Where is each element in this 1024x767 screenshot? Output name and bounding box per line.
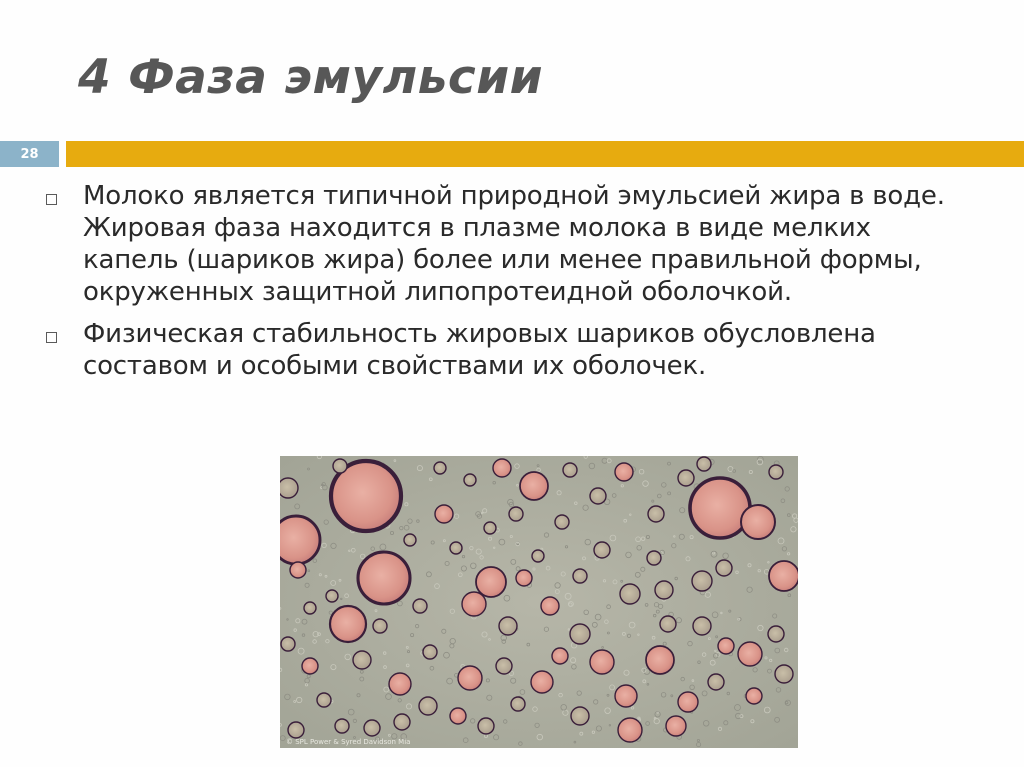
fat-droplet <box>464 474 476 486</box>
fat-droplet <box>484 522 496 534</box>
fat-droplet <box>317 693 331 707</box>
square-bullet-icon <box>46 332 57 343</box>
fat-droplet <box>590 488 606 504</box>
fat-droplet <box>335 719 349 733</box>
fat-droplet <box>434 462 446 474</box>
fat-droplet <box>511 697 525 711</box>
fat-droplet <box>532 550 544 562</box>
fat-droplet <box>450 708 466 724</box>
fat-droplet <box>693 617 711 635</box>
fat-droplet <box>389 673 411 695</box>
fat-droplet <box>594 542 610 558</box>
fat-droplet <box>326 590 338 602</box>
fat-droplet <box>476 567 506 597</box>
fat-droplet <box>775 665 793 683</box>
fat-droplet <box>660 616 676 632</box>
fat-droplet <box>493 459 511 477</box>
fat-droplet <box>647 551 661 565</box>
fat-droplet <box>615 685 637 707</box>
bullet-item <box>44 318 984 382</box>
fat-droplet <box>692 571 712 591</box>
fat-droplet <box>478 718 494 734</box>
fat-droplet <box>509 507 523 521</box>
fat-droplet <box>280 516 320 564</box>
fat-droplet <box>746 688 762 704</box>
fat-droplet <box>620 584 640 604</box>
fat-droplet <box>678 692 698 712</box>
fat-droplet <box>590 650 614 674</box>
fat-droplet <box>552 648 568 664</box>
fat-globules-micrograph <box>280 456 798 748</box>
accent-bar <box>66 141 1024 167</box>
fat-droplet <box>302 658 318 674</box>
fat-droplet <box>769 561 798 591</box>
fat-droplet <box>280 478 298 498</box>
fat-droplet <box>741 505 775 539</box>
square-bullet-icon <box>46 194 57 205</box>
bullet-item <box>44 180 984 308</box>
fat-droplet <box>435 505 453 523</box>
fat-droplet <box>618 718 642 742</box>
fat-droplet <box>450 542 462 554</box>
fat-droplet <box>697 457 711 471</box>
bullet-list <box>44 180 984 392</box>
slide-number: 28 <box>0 141 59 167</box>
fat-droplet <box>718 638 734 654</box>
fat-droplet <box>353 651 371 669</box>
fat-droplet <box>716 560 732 576</box>
fat-droplet <box>394 714 410 730</box>
fat-droplet <box>708 674 724 690</box>
fat-droplet <box>555 515 569 529</box>
fat-droplet <box>304 602 316 614</box>
fat-droplet <box>419 697 437 715</box>
fat-droplet <box>648 506 664 522</box>
fat-droplet <box>499 617 517 635</box>
fat-droplet <box>646 646 674 674</box>
fat-droplet <box>571 707 589 725</box>
fat-droplet <box>516 570 532 586</box>
fat-droplet <box>615 463 633 481</box>
image-watermark: © SPL Power & Syred Davidson Mia <box>286 738 411 746</box>
fat-droplet <box>678 470 694 486</box>
fat-droplet <box>413 599 427 613</box>
fat-droplet <box>462 592 486 616</box>
fat-droplet <box>769 465 783 479</box>
bullet-text: Молоко является типичной природной эмульсией жира в воде. Жировая фаза находится в плазме молока в виде мелких капель (шариков жира) более или менее правильной формы, окруженных защитной липопротеидной оболочкой. <box>83 181 945 307</box>
fat-droplet <box>570 624 590 644</box>
bullet-text: Физическая стабильность жировых шариков обусловлена составом и особыми свойствами их оболочек. <box>83 319 876 381</box>
micrograph-image <box>280 456 798 748</box>
fat-droplet <box>738 642 762 666</box>
fat-droplet <box>288 722 304 738</box>
fat-droplet <box>423 645 437 659</box>
fat-droplet <box>520 472 548 500</box>
fat-droplet <box>373 619 387 633</box>
slide-title: 4 Фаза эмульсии <box>78 50 544 105</box>
fat-droplet <box>573 569 587 583</box>
fat-droplet <box>281 637 295 651</box>
fat-droplet <box>358 552 410 604</box>
fat-droplet <box>655 581 673 599</box>
fat-droplet <box>531 671 553 693</box>
fat-droplet <box>666 716 686 736</box>
fat-droplet <box>458 666 482 690</box>
fat-droplet <box>541 597 559 615</box>
fat-droplet <box>690 478 750 538</box>
fat-droplet <box>364 720 380 736</box>
fat-droplet <box>768 626 784 642</box>
fat-droplet <box>496 658 512 674</box>
fat-droplet <box>290 562 306 578</box>
fat-droplet <box>330 606 366 642</box>
fat-droplet <box>333 459 347 473</box>
fat-droplet <box>563 463 577 477</box>
fat-droplet <box>404 534 416 546</box>
